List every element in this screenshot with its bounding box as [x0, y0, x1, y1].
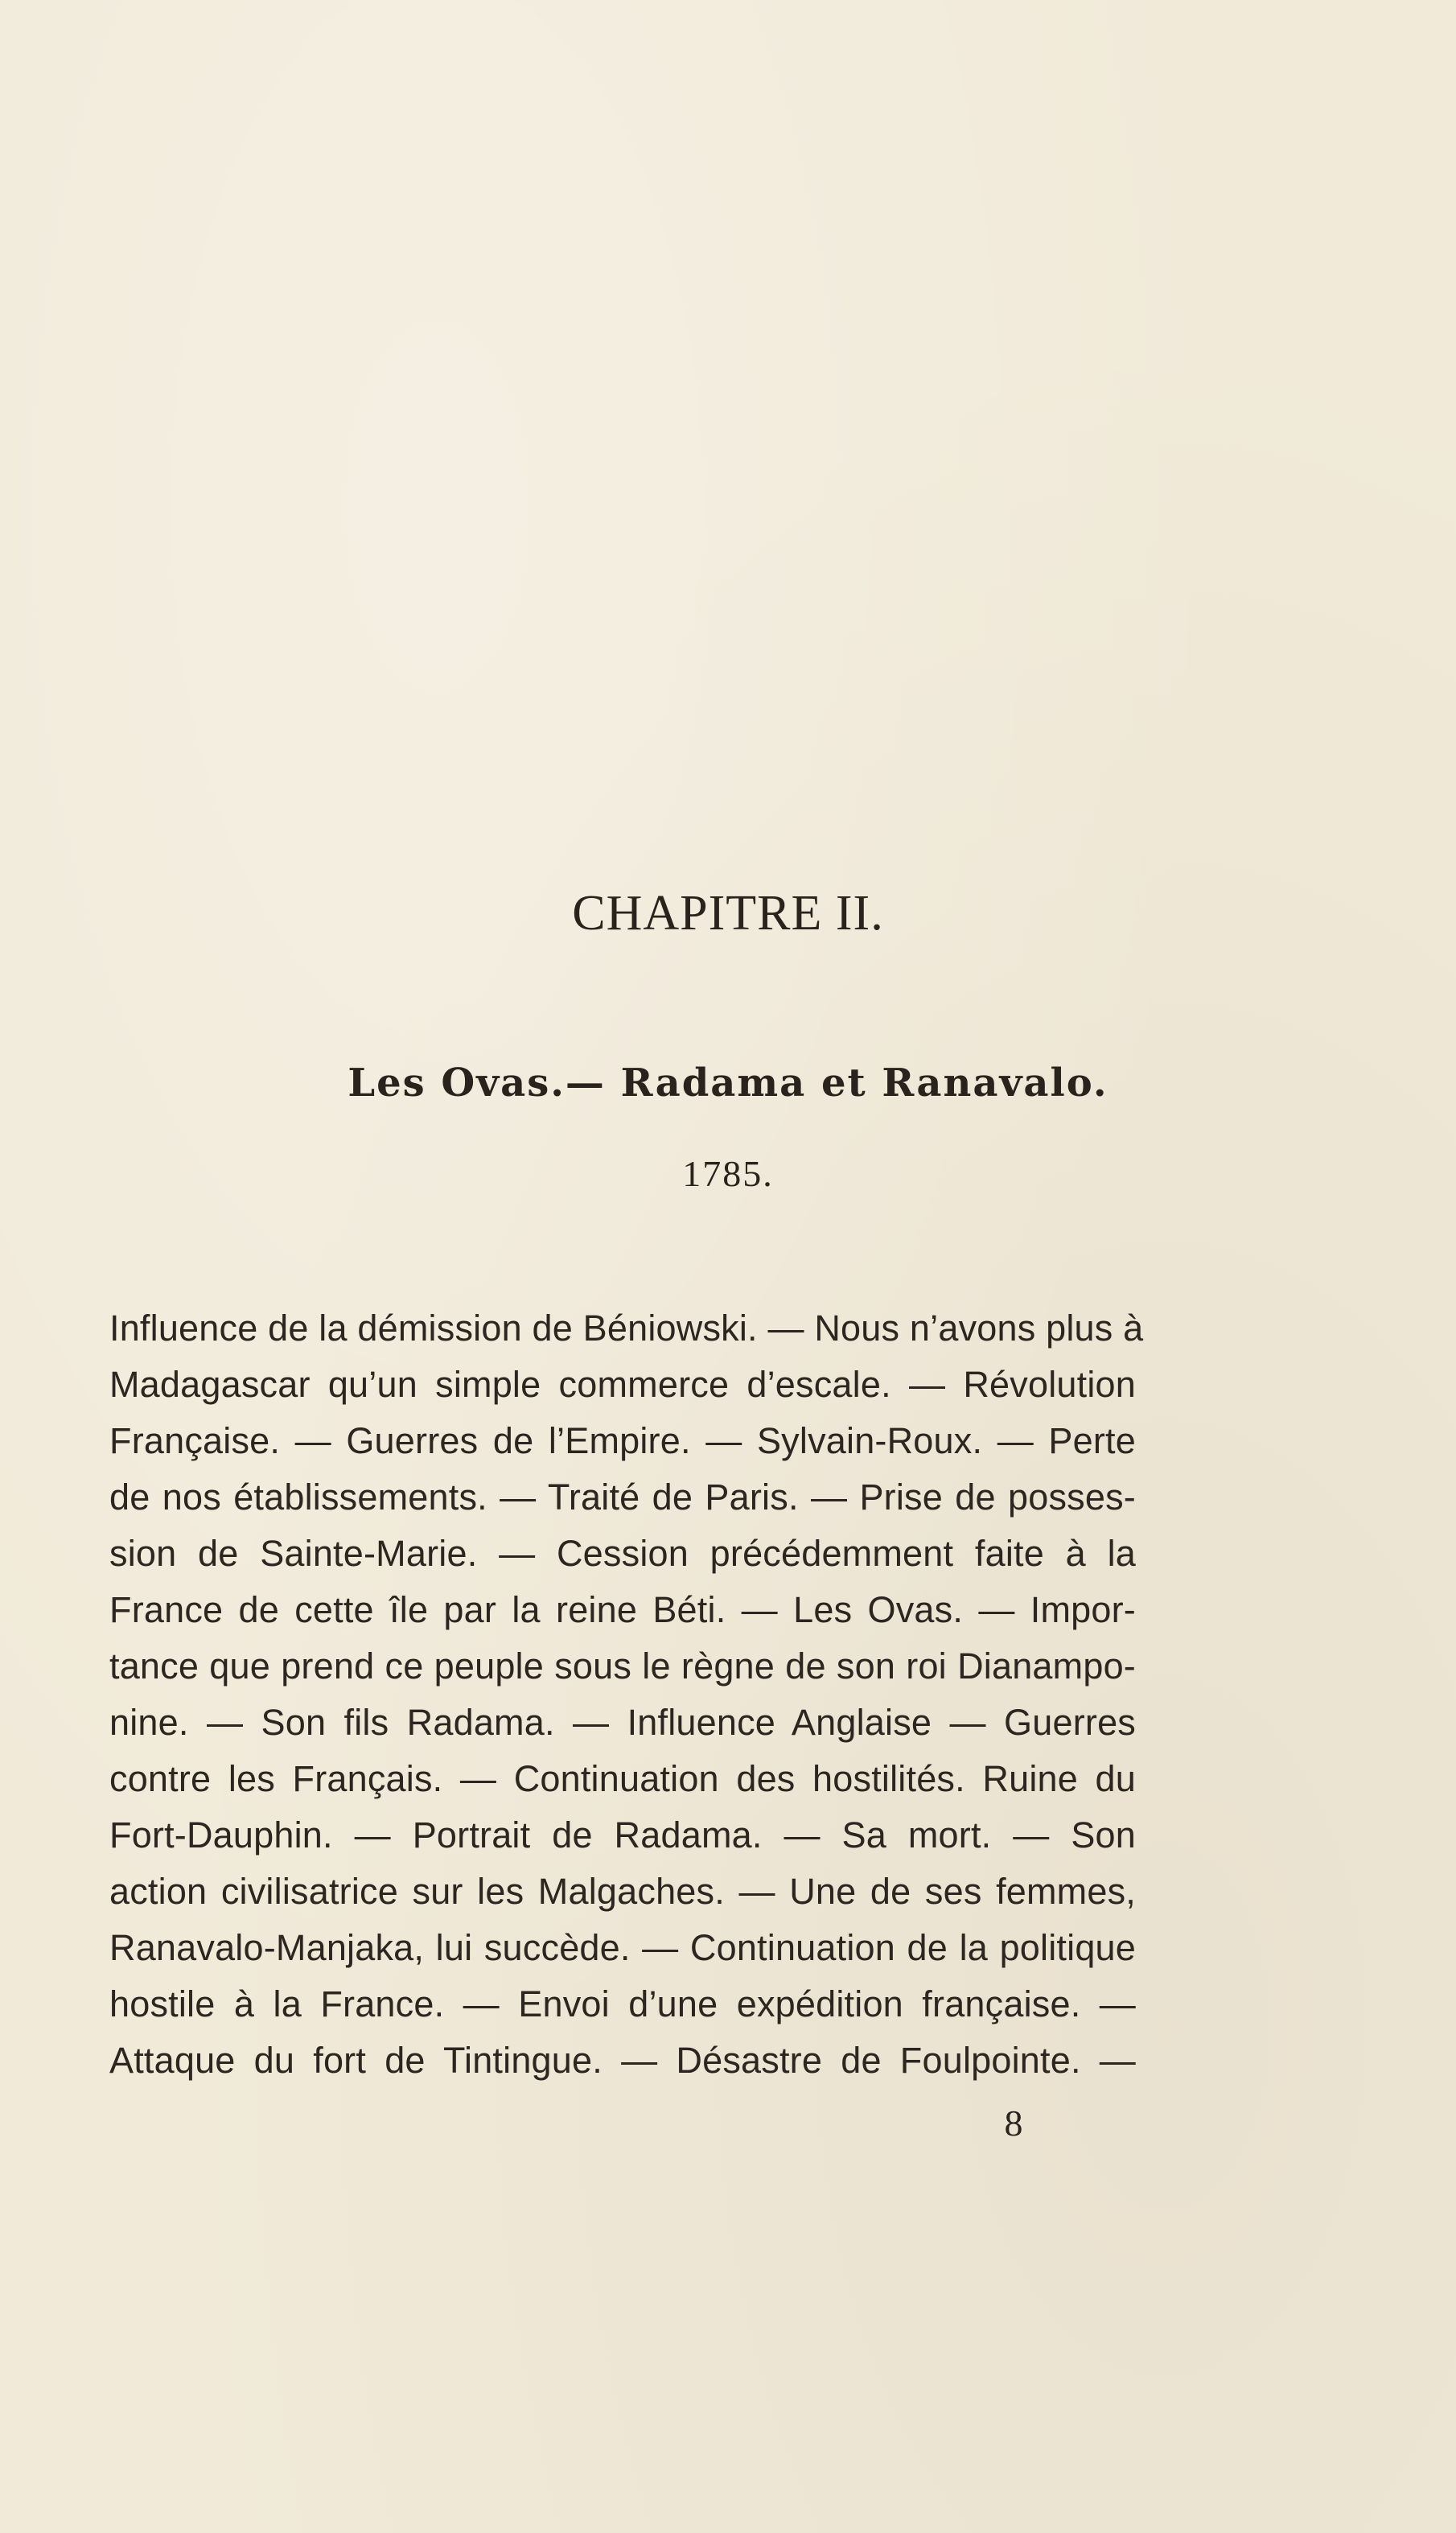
summary-line: Française. — Guerres de l’Empire. — Sylvain-Roux. — Perte — [109, 1420, 1136, 1461]
summary-line: nine. — Son fils Radama. — Influence Anglaise — Guerres — [109, 1702, 1136, 1743]
summary-line: Attaque du fort de Tintingue. — Désastre de Foulpointe. — — [109, 2040, 1136, 2081]
summary-line: Madagascar qu’un simple commerce d’escale. — Révolution — [109, 1364, 1136, 1405]
chapter-title: CHAPITRE II. — [572, 886, 884, 941]
summary-line: contre les Français. — Continuation des hostilités. Ruine du — [109, 1758, 1136, 1799]
summary-line: tance que prend ce peuple sous le règne de son roi Dianampo- — [109, 1645, 1136, 1687]
page-number: 8 — [1004, 2103, 1023, 2144]
summary-line: hostile à la France. — Envoi d’une expédition française. — — [109, 1983, 1136, 2024]
summary-line: action civilisatrice sur les Malgaches. — Une de ses femmes, — [109, 1871, 1136, 1912]
summary-line: de nos établissements. — Traité de Paris. — Prise de posses- — [109, 1477, 1136, 1518]
chapter-summary — [109, 1300, 1144, 2089]
summary-line: Fort-Dauphin. — Portrait de Radama. — Sa mort. — Son — [109, 1814, 1136, 1855]
chapter-year: 1785. — [682, 1153, 774, 1194]
summary-line: France de cette île par la reine Béti. — Les Ovas. — Impor- — [109, 1589, 1136, 1630]
summary-line: Ranavalo-Manjaka, lui succède. — Continuation de la politique — [109, 1927, 1136, 1968]
summary-line: sion de Sainte-Marie. — Cession précédemment faite à la — [109, 1533, 1136, 1574]
summary-line: Influence de la démission de Béniowski. — Nous n’avons plus à — [109, 1308, 1144, 1349]
chapter-subtitle: Les Ovas.— Radama et Ranavalo. — [348, 1061, 1108, 1106]
